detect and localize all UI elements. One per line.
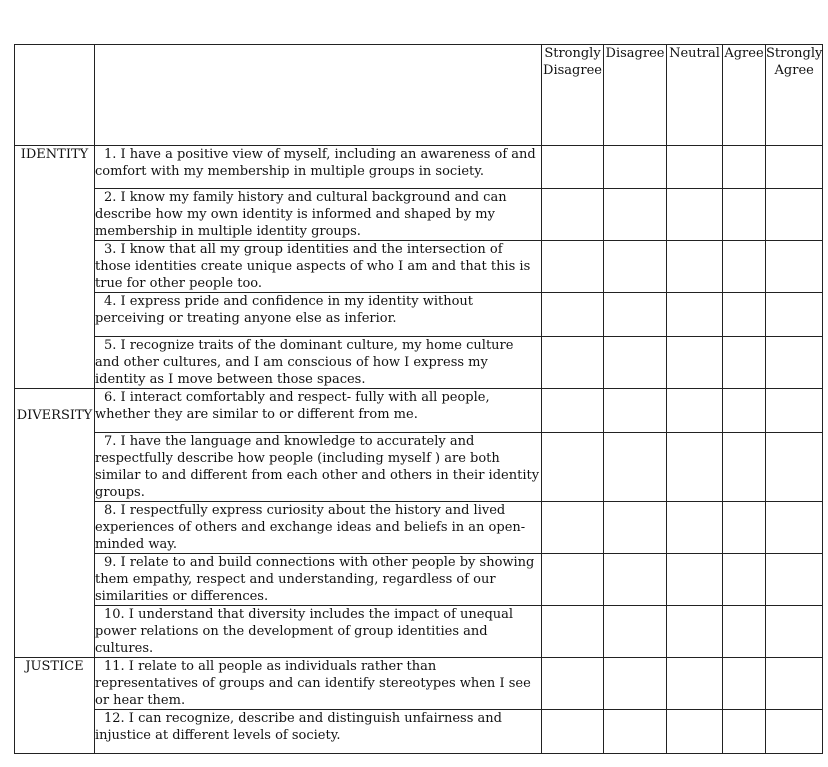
response-strongly-disagree[interactable] bbox=[542, 554, 604, 606]
category-diversity bbox=[15, 389, 95, 658]
response-neutral[interactable] bbox=[667, 389, 723, 433]
response-disagree[interactable] bbox=[604, 241, 667, 293]
table-row bbox=[15, 337, 823, 389]
response-agree[interactable] bbox=[723, 389, 766, 433]
statement-text: 2. I know my family history and cultural background and can describe how my own identity is informed and shaped by my membership in multiple identity groups. bbox=[95, 190, 507, 239]
table-row bbox=[15, 189, 823, 241]
response-strongly-agree[interactable] bbox=[766, 293, 823, 337]
response-disagree[interactable] bbox=[604, 389, 667, 433]
statement-text: 10. I understand that diversity includes the impact of unequal power relations on the development of group identities and cultures. bbox=[95, 607, 514, 656]
response-agree[interactable] bbox=[723, 146, 766, 189]
statement-cell bbox=[95, 337, 542, 389]
statement-text: 9. I relate to and build connections with other people by showing them empathy, respect and understanding, regardless of our similarities or differences. bbox=[95, 555, 535, 604]
response-agree[interactable] bbox=[723, 337, 766, 389]
response-strongly-disagree[interactable] bbox=[542, 606, 604, 658]
statement-text: 1. I have a positive view of myself, including an awareness of and comfort with my membership in multiple groups in society. bbox=[95, 147, 536, 179]
statement-text: 3. I know that all my group identities and the intersection of those identities create unique aspects of who I am and that this is true for other people too. bbox=[95, 242, 531, 291]
statement-text: 12. I can recognize, describe and distinguish unfairness and injustice at different levels of society. bbox=[95, 711, 502, 743]
response-agree[interactable] bbox=[723, 189, 766, 241]
response-disagree[interactable] bbox=[604, 710, 667, 754]
response-disagree[interactable] bbox=[604, 189, 667, 241]
response-neutral[interactable] bbox=[667, 146, 723, 189]
response-neutral[interactable] bbox=[667, 658, 723, 710]
response-strongly-disagree[interactable] bbox=[542, 241, 604, 293]
statement-cell bbox=[95, 433, 542, 502]
category-label: JUSTICE bbox=[25, 659, 84, 674]
response-strongly-agree[interactable] bbox=[766, 502, 823, 554]
header-statement-cell bbox=[95, 45, 542, 146]
response-neutral[interactable] bbox=[667, 293, 723, 337]
table-row bbox=[15, 502, 823, 554]
header-disagree: Disagree bbox=[604, 45, 667, 146]
response-disagree[interactable] bbox=[604, 433, 667, 502]
response-strongly-disagree[interactable] bbox=[542, 337, 604, 389]
table-row bbox=[15, 710, 823, 754]
table-row bbox=[15, 554, 823, 606]
response-strongly-disagree[interactable] bbox=[542, 433, 604, 502]
response-neutral[interactable] bbox=[667, 337, 723, 389]
statement-text: 4. I express pride and confidence in my identity without perceiving or treating anyone else as inferior. bbox=[95, 294, 473, 326]
response-agree[interactable] bbox=[723, 554, 766, 606]
survey-table bbox=[14, 44, 823, 754]
response-strongly-agree[interactable] bbox=[766, 658, 823, 710]
header-neutral: Neutral bbox=[667, 45, 723, 146]
response-neutral[interactable] bbox=[667, 606, 723, 658]
statement-cell bbox=[95, 710, 542, 754]
response-neutral[interactable] bbox=[667, 433, 723, 502]
table-row bbox=[15, 433, 823, 502]
statement-cell bbox=[95, 189, 542, 241]
header-agree: Agree bbox=[723, 45, 766, 146]
header-category-cell bbox=[15, 45, 95, 146]
table-row bbox=[15, 241, 823, 293]
response-strongly-agree[interactable] bbox=[766, 710, 823, 754]
response-strongly-agree[interactable] bbox=[766, 241, 823, 293]
statement-text: 6. I interact comfortably and respect- fully with all people, whether they are similar to or different from me. bbox=[95, 390, 490, 422]
response-strongly-agree[interactable] bbox=[766, 433, 823, 502]
header-strongly-agree: Strongly Agree bbox=[766, 45, 823, 146]
statement-text: 8. I respectfully express curiosity about the history and lived experiences of others and exchange ideas and beliefs in an open-minded way. bbox=[95, 503, 526, 552]
response-strongly-disagree[interactable] bbox=[542, 658, 604, 710]
response-strongly-agree[interactable] bbox=[766, 389, 823, 433]
table-row bbox=[15, 389, 823, 433]
table-row bbox=[15, 606, 823, 658]
response-agree[interactable] bbox=[723, 433, 766, 502]
response-agree[interactable] bbox=[723, 241, 766, 293]
table-row bbox=[15, 293, 823, 337]
response-strongly-disagree[interactable] bbox=[542, 710, 604, 754]
statement-cell bbox=[95, 241, 542, 293]
response-disagree[interactable] bbox=[604, 658, 667, 710]
table-row bbox=[15, 146, 823, 189]
response-disagree[interactable] bbox=[604, 606, 667, 658]
response-agree[interactable] bbox=[723, 710, 766, 754]
response-strongly-agree[interactable] bbox=[766, 554, 823, 606]
response-strongly-agree[interactable] bbox=[766, 146, 823, 189]
header-strongly-disagree: Strongly Disagree bbox=[542, 45, 604, 146]
response-strongly-agree[interactable] bbox=[766, 337, 823, 389]
category-label: IDENTITY bbox=[20, 147, 89, 162]
statement-cell bbox=[95, 554, 542, 606]
response-disagree[interactable] bbox=[604, 502, 667, 554]
response-agree[interactable] bbox=[723, 293, 766, 337]
statement-cell bbox=[95, 293, 542, 337]
response-neutral[interactable] bbox=[667, 189, 723, 241]
response-strongly-disagree[interactable] bbox=[542, 502, 604, 554]
response-neutral[interactable] bbox=[667, 710, 723, 754]
statement-cell bbox=[95, 146, 542, 189]
response-agree[interactable] bbox=[723, 606, 766, 658]
statement-text: 5. I recognize traits of the dominant culture, my home culture and other cultures, and I am conscious of how I express my identity as I move between those spaces. bbox=[95, 338, 514, 387]
response-strongly-agree[interactable] bbox=[766, 189, 823, 241]
response-disagree[interactable] bbox=[604, 146, 667, 189]
response-disagree[interactable] bbox=[604, 337, 667, 389]
response-disagree[interactable] bbox=[604, 293, 667, 337]
category-justice bbox=[15, 658, 95, 754]
response-neutral[interactable] bbox=[667, 241, 723, 293]
response-neutral[interactable] bbox=[667, 502, 723, 554]
statement-text: 11. I relate to all people as individuals rather than representatives of groups and can identify stereotypes when I see or hear them. bbox=[95, 659, 531, 708]
response-strongly-disagree[interactable] bbox=[542, 146, 604, 189]
response-agree[interactable] bbox=[723, 658, 766, 710]
response-strongly-agree[interactable] bbox=[766, 606, 823, 658]
response-neutral[interactable] bbox=[667, 554, 723, 606]
response-strongly-disagree[interactable] bbox=[542, 389, 604, 433]
statement-cell bbox=[95, 658, 542, 710]
response-disagree[interactable] bbox=[604, 554, 667, 606]
statement-cell bbox=[95, 502, 542, 554]
statement-cell bbox=[95, 389, 542, 433]
response-strongly-disagree[interactable] bbox=[542, 189, 604, 241]
table-row bbox=[15, 658, 823, 710]
header-row bbox=[15, 45, 823, 146]
statement-text: 7. I have the language and knowledge to accurately and respectfully describe how people (including myself ) are both similar to and different from each other and others in their identity groups. bbox=[95, 434, 540, 500]
statement-cell bbox=[95, 606, 542, 658]
response-strongly-disagree[interactable] bbox=[542, 293, 604, 337]
response-agree[interactable] bbox=[723, 502, 766, 554]
category-label: DIVERSITY bbox=[16, 408, 93, 423]
category-identity bbox=[15, 146, 95, 389]
